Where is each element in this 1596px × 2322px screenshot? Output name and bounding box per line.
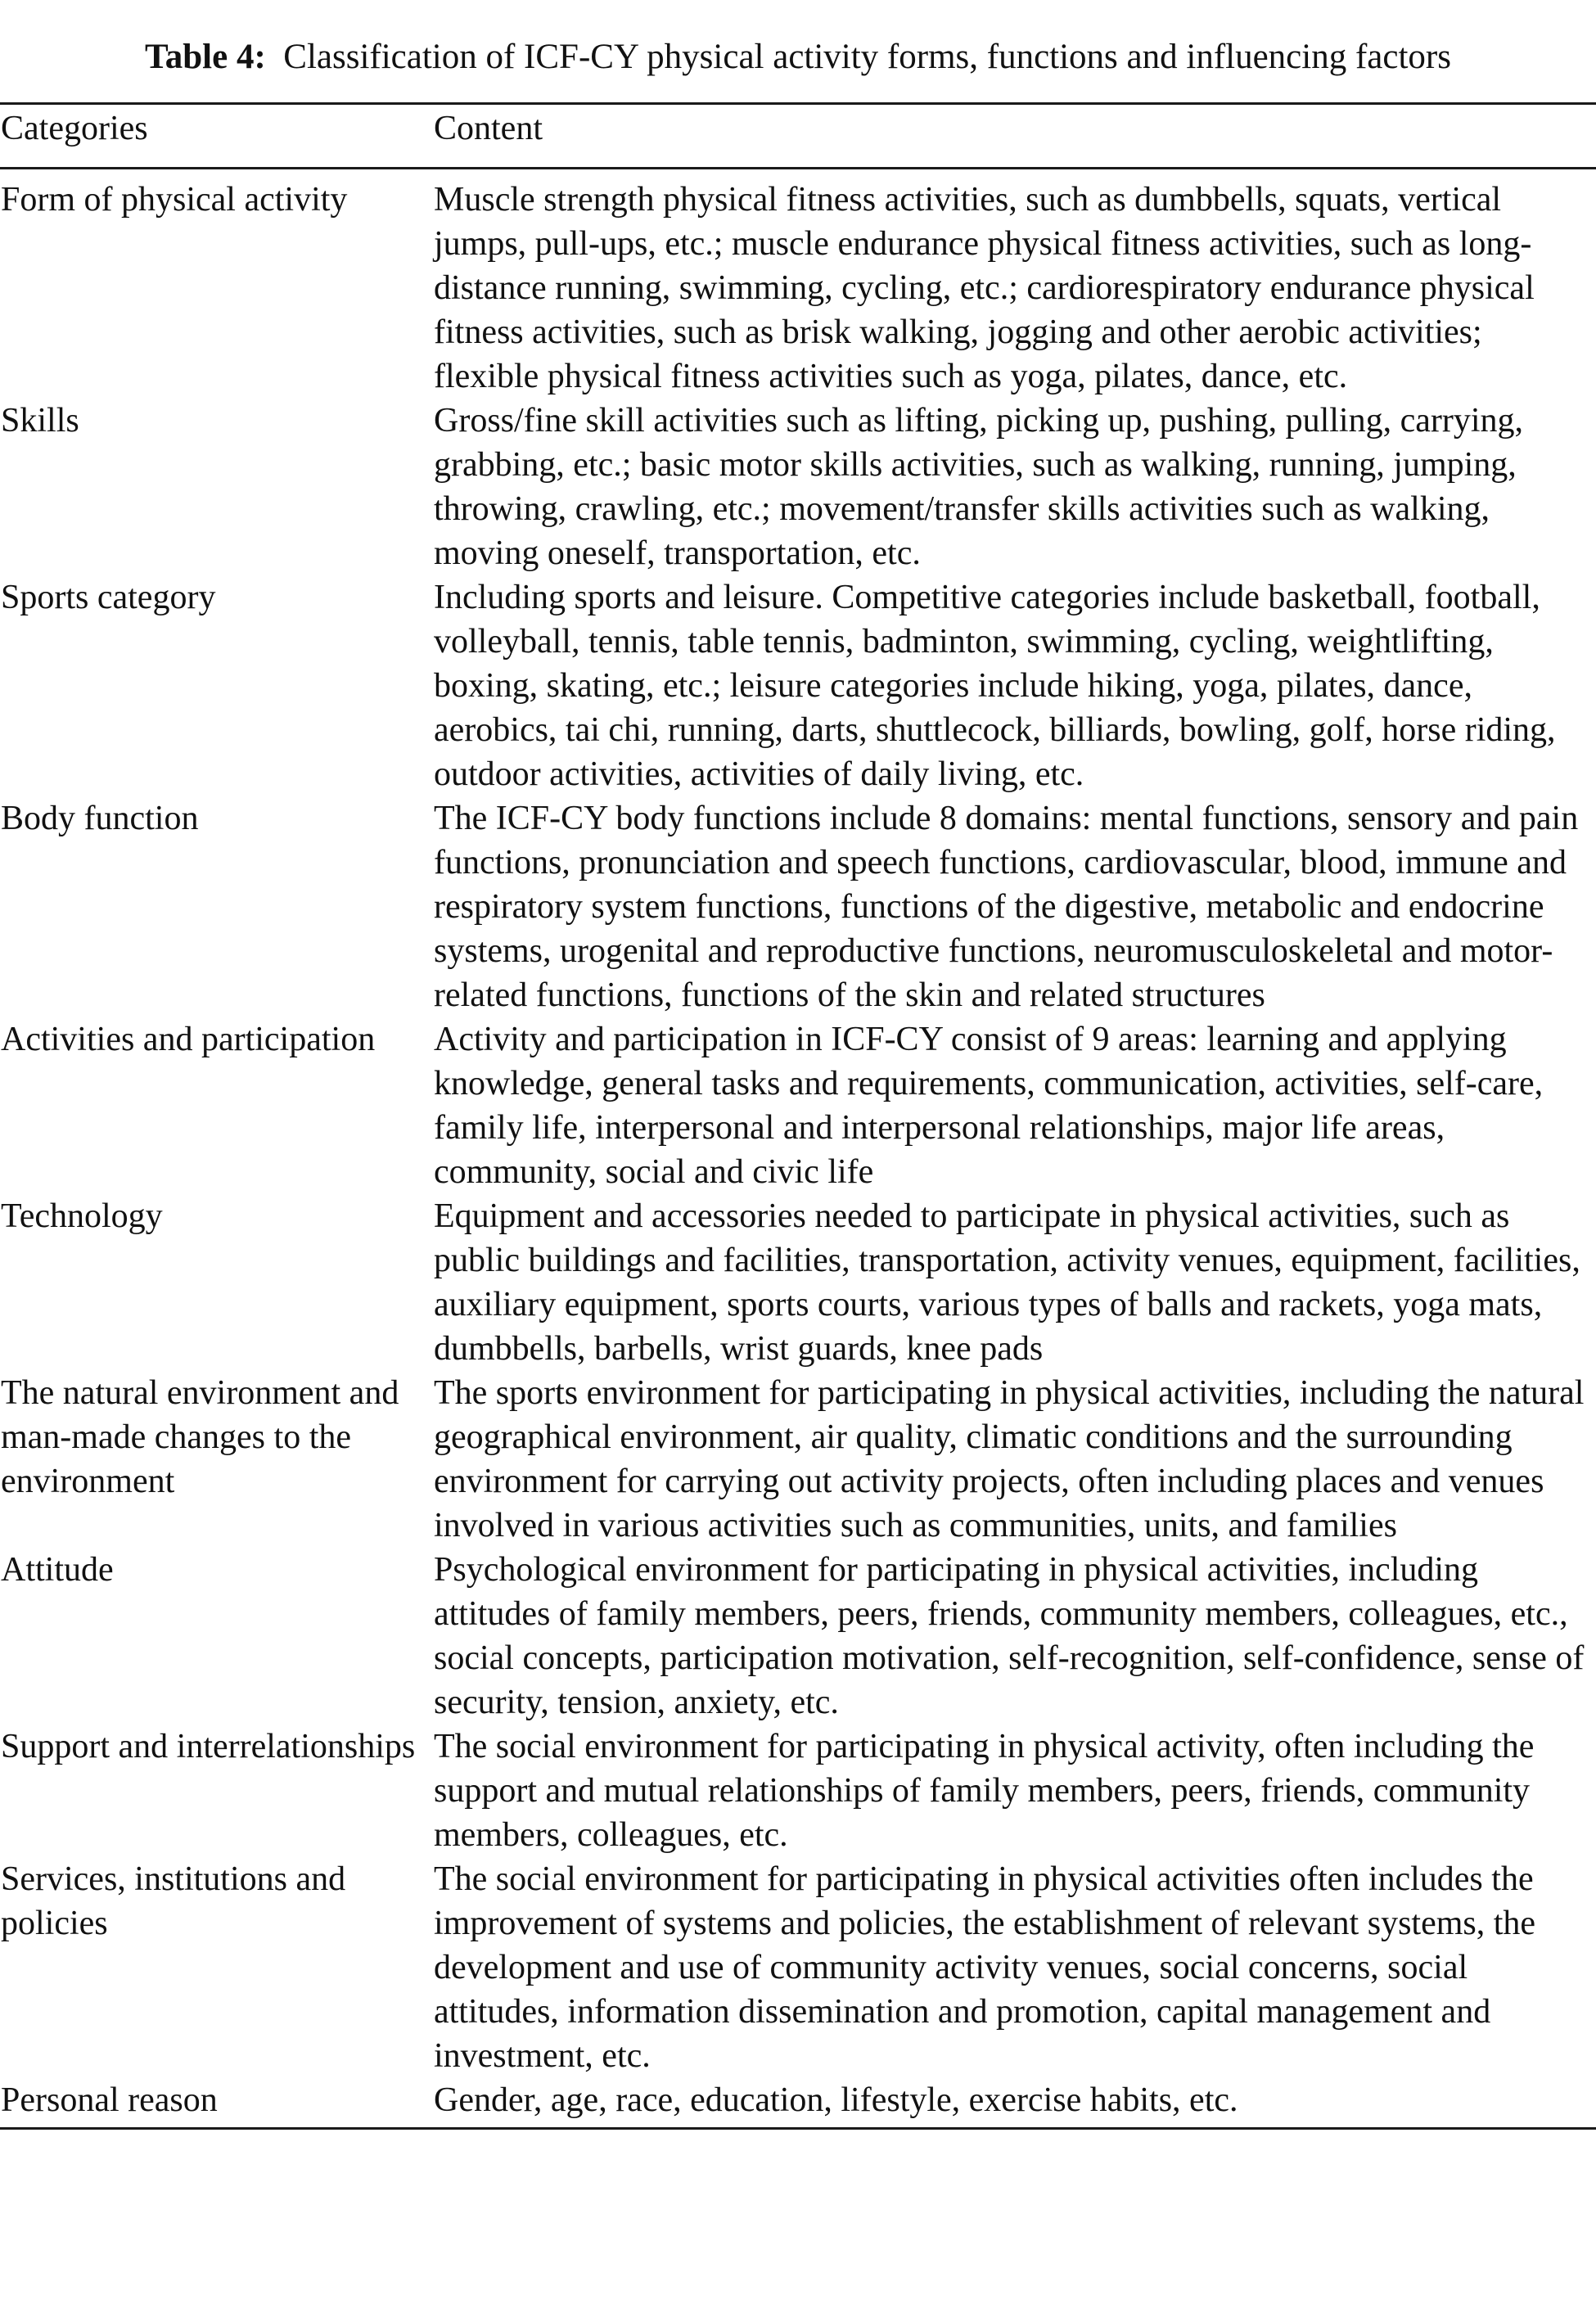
table-row [0,1194,1596,1371]
category-cell: Activities and participation [1,1021,376,1058]
category-cell: Attitude [1,1551,114,1589]
category-cell: Form of physical activity [1,181,348,219]
content-cell: The sports environment for participating in physical activities, including the natural geographical environment, air quality, climatic conditions and the surrounding environment for carrying out activity projects, often including places and venues involved in various activities such as communities, units, and families [434,1374,1585,1544]
table-caption-label: Table 4: [145,38,266,76]
table-body [0,169,1596,2127]
content-cell: The ICF-CY body functions include 8 domains: mental functions, sensory and pain functions, pronunciation and speech functions, cardiovascular, blood, immune and respiratory system functions, functions of the digestive, metabolic and endocrine systems, urogenital and reproductive functions, neuromusculoskeletal and motor-related functions, functions of the skin and related structures [434,800,1579,1014]
table-row [0,1857,1596,2078]
content-cell: The social environment for participating in physical activity, often including the support and mutual relationships of family members, peers, friends, community members, colleagues, etc. [434,1728,1535,1854]
content-cell: Muscle strength physical fitness activities, such as dumbbells, squats, vertical jumps, pull-ups, etc.; muscle endurance physical fitness activities, such as long-distance running, swimming, cycling, etc.; cardiorespiratory endurance physical fitness activities, such as brisk walking, jogging and other aerobic activities; flexible physical fitness activities such as yoga, pilates, dance, etc. [434,181,1535,395]
table-caption [0,34,1596,80]
content-cell: The social environment for participating in physical activities often includes the improvement of systems and policies, the establishment of relevant systems, the development and use of community activity venues, social concerns, social attitudes, information dissemination and promotion, capital management and investment, etc. [434,1860,1536,2075]
category-cell: Personal reason [1,2081,218,2119]
table-row [0,1548,1596,1725]
table-row [0,2078,1596,2122]
content-cell: Activity and participation in ICF-CY consist of 9 areas: learning and applying knowledge, general tasks and requirements, communication, activities, self-care, family life, interpersonal and interpersonal relationships, major life areas, community, social and civic life [434,1021,1544,1191]
content-cell: Equipment and accessories needed to participate in physical activities, such as public buildings and facilities, transportation, activity venues, equipment, facilities, auxiliary equipment, sports courts, various types of balls and rackets, yoga mats, dumbbells, barbells, wrist guards, knee pads [434,1197,1580,1368]
table-row [0,178,1596,399]
table-row [0,796,1596,1017]
content-cell: Gross/fine skill activities such as lifting, picking up, pushing, pulling, carrying, grabbing, etc.; basic motor skills activities, such as walking, running, jumping, throwing, crawling, etc.; movement/transfer skills activities such as walking, moving oneself, transportation, etc. [434,402,1523,572]
table-caption-text: Classification of ICF-CY physical activity forms, functions and influencing factors [283,38,1451,76]
table-row [0,1725,1596,1857]
category-cell: Sports category [1,579,216,616]
category-cell: Body function [1,800,199,837]
category-cell: Services, institutions and policies [1,1860,346,1942]
classification-table [0,102,1596,2130]
table-row [0,1017,1596,1194]
content-cell: Psychological environment for participating in physical activities, including attitudes of family members, peers, friends, community members, colleagues, etc., social concepts, participation motivation, self-recognition, self-confidence, sense of security, tension, anxiety, etc. [434,1551,1585,1721]
table-row [0,575,1596,796]
category-cell: Skills [1,402,79,440]
table-header-row [0,105,1596,169]
category-cell: The natural environment and man-made changes to the environment [1,1374,399,1500]
content-cell: Gender, age, race, education, lifestyle, exercise habits, etc. [434,2081,1238,2119]
table-row [0,399,1596,575]
content-cell: Including sports and leisure. Competitive categories include basketball, football, volleyball, tennis, table tennis, badminton, swimming, cycling, weightlifting, boxing, skating, etc.; leisure categories include hiking, yoga, pilates, dance, aerobics, tai chi, running, darts, shuttlecock, billiards, bowling, golf, horse riding, outdoor activities, activities of daily living, etc. [434,579,1556,793]
header-content: Content [434,110,543,147]
header-categories: Categories [1,110,148,147]
category-cell: Support and interrelationships [1,1728,416,1765]
category-cell: Technology [1,1197,163,1235]
table-row [0,1371,1596,1548]
